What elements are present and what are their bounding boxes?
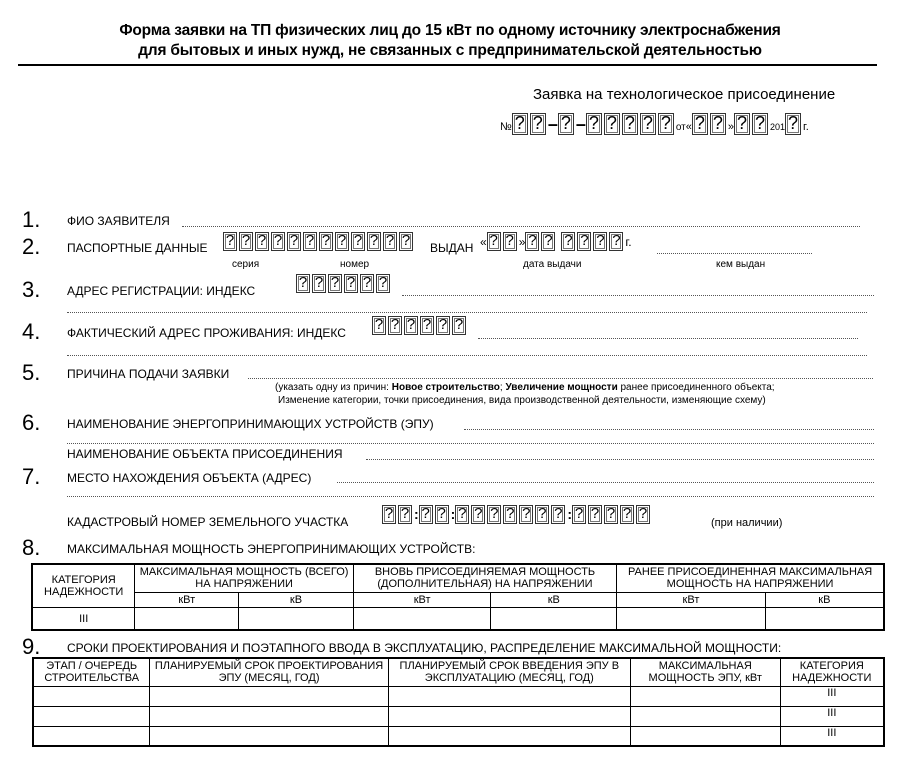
- reason-option-new-construction: Новое строительство: [391, 382, 500, 393]
- char-box[interactable]: ?: [752, 113, 768, 135]
- title-divider: [18, 64, 877, 66]
- char-box[interactable]: ?: [303, 232, 317, 251]
- char-box[interactable]: ?: [420, 316, 434, 335]
- quote-close: »: [727, 121, 735, 133]
- separator: :: [567, 506, 573, 522]
- power-cell[interactable]: [630, 686, 780, 706]
- commission-term-cell[interactable]: [388, 726, 630, 746]
- header-category: КАТЕГОРИЯ НАДЕЖНОСТИ: [32, 564, 135, 608]
- commission-term-cell[interactable]: [388, 706, 630, 726]
- fact-address-input-line-2[interactable]: [67, 355, 867, 356]
- header-category: КАТЕГОРИЯ НАДЕЖНОСТИ: [780, 658, 884, 686]
- fact-address-label: ФАКТИЧЕСКИЙ АДРЕС ПРОЖИВАНИЯ: ИНДЕКС: [67, 326, 346, 340]
- new-kv-cell[interactable]: [491, 608, 617, 630]
- reg-address-input-line-2[interactable]: [67, 312, 867, 313]
- char-box[interactable]: ?: [382, 505, 396, 524]
- char-box[interactable]: ?: [436, 316, 450, 335]
- schedule-label: СРОКИ ПРОЕКТИРОВАНИЯ И ПОЭТАПНОГО ВВОДА В ЭКСПЛУАТАЦИЮ, РАСПРЕДЕЛЕНИЕ МАКСИМАЛЬНОЙ МОЩНОСТИ:: [67, 641, 782, 655]
- category-cell: III: [780, 706, 884, 726]
- char-box[interactable]: ?: [388, 316, 402, 335]
- char-box[interactable]: ?: [471, 505, 485, 524]
- unit-kv: кВ: [239, 592, 354, 607]
- number-sign: №: [500, 121, 512, 133]
- reg-address-label: АДРЕС РЕГИСТРАЦИИ: ИНДЕКС: [67, 284, 256, 298]
- char-box[interactable]: ?: [710, 113, 726, 135]
- quote-open: «: [480, 235, 487, 249]
- char-box[interactable]: ?: [620, 505, 634, 524]
- char-box[interactable]: ?: [344, 274, 358, 293]
- item-number-5: 5.: [22, 360, 41, 385]
- char-box[interactable]: ?: [551, 505, 565, 524]
- schedule-table: [32, 657, 885, 747]
- design-term-cell[interactable]: [150, 706, 388, 726]
- prev-kv-cell[interactable]: [765, 608, 884, 630]
- object-location-label: МЕСТО НАХОЖДЕНИЯ ОБЪЕКТА (АДРЕС): [67, 471, 312, 485]
- unit-kv: кВ: [765, 592, 884, 607]
- from-label: от: [675, 122, 686, 133]
- passport-issue-date-field[interactable]: [480, 232, 632, 251]
- char-box[interactable]: ?: [692, 113, 708, 135]
- category-cell: III: [780, 726, 884, 746]
- design-term-cell[interactable]: [150, 726, 388, 746]
- commission-term-cell[interactable]: [388, 686, 630, 706]
- table-row: [32, 608, 884, 630]
- stage-cell[interactable]: [33, 706, 150, 726]
- caption-series: серия: [232, 259, 260, 270]
- char-box[interactable]: ?: [335, 232, 349, 251]
- issued-label: ВЫДАН: [430, 241, 474, 255]
- caption-number: номер: [340, 259, 370, 270]
- fio-input-line[interactable]: [182, 226, 860, 227]
- passport-label: ПАСПОРТНЫЕ ДАННЫЕ: [67, 241, 208, 255]
- table-row: [33, 726, 884, 746]
- char-box[interactable]: ?: [512, 113, 528, 135]
- char-box[interactable]: ?: [287, 232, 301, 251]
- item-number-9: 9.: [22, 634, 41, 659]
- object-name-label: НАИМЕНОВАНИЕ ОБЪЕКТА ПРИСОЕДИНЕНИЯ: [67, 447, 343, 461]
- char-box[interactable]: ?: [558, 113, 574, 135]
- max-kw-cell[interactable]: [135, 608, 239, 630]
- item-number-3: 3.: [22, 277, 41, 302]
- char-box[interactable]: ?: [360, 274, 374, 293]
- char-box[interactable]: ?: [372, 316, 386, 335]
- reg-address-input-line[interactable]: [402, 295, 874, 296]
- year-suffix: г.: [625, 235, 632, 249]
- char-box[interactable]: ?: [271, 232, 285, 251]
- epu-name-label: НАИМЕНОВАНИЕ ЭНЕРГОПРИНИМАЮЩИХ УСТРОЙСТВ (ЭПУ): [67, 417, 434, 431]
- char-box[interactable]: ?: [404, 316, 418, 335]
- char-box[interactable]: ?: [351, 232, 365, 251]
- reason-input-line[interactable]: [248, 378, 873, 379]
- epu-name-input-line[interactable]: [464, 429, 874, 430]
- issued-by-input-line[interactable]: [657, 253, 812, 254]
- power-cell[interactable]: [630, 726, 780, 746]
- separator: –: [547, 114, 558, 134]
- item-number-8: 8.: [22, 535, 41, 560]
- unit-kw: кВт: [135, 592, 239, 607]
- fio-label: ФИО ЗАЯВИТЕЛЯ: [67, 214, 170, 228]
- epu-name-input-line-2[interactable]: [67, 443, 874, 444]
- char-box[interactable]: ?: [640, 113, 656, 135]
- char-box[interactable]: ?: [296, 274, 310, 293]
- char-box[interactable]: ?: [223, 232, 237, 251]
- unit-kv: кВ: [491, 592, 617, 607]
- max-kv-cell[interactable]: [239, 608, 354, 630]
- char-box[interactable]: ?: [255, 232, 269, 251]
- stage-cell[interactable]: [33, 726, 150, 746]
- char-box[interactable]: ?: [593, 232, 607, 251]
- char-box[interactable]: ?: [609, 232, 623, 251]
- char-box[interactable]: ?: [561, 232, 575, 251]
- item-number-6: 6.: [22, 410, 41, 435]
- char-box[interactable]: ?: [312, 274, 326, 293]
- object-name-input-line[interactable]: [366, 459, 874, 460]
- category-cell: III: [780, 686, 884, 706]
- reg-index-field[interactable]: [296, 274, 392, 293]
- char-box[interactable]: ?: [535, 505, 549, 524]
- item-number-4: 4.: [22, 319, 41, 344]
- reason-note-line-1: (указать одну из причин: Новое строительство; Увеличение мощности ранее присоединенного объекта;: [275, 382, 775, 393]
- passport-series-number-field[interactable]: [223, 232, 415, 251]
- object-location-input-line[interactable]: [337, 482, 874, 483]
- quote-close: »: [518, 235, 526, 249]
- caption-issued-by: кем выдан: [716, 259, 766, 270]
- unit-kw: кВт: [353, 592, 491, 607]
- fact-index-field[interactable]: [372, 316, 468, 335]
- char-box[interactable]: ?: [530, 113, 546, 135]
- header-max-power: МАКСИМАЛЬНАЯ МОЩНОСТЬ (ВСЕГО) НА НАПРЯЖЕНИИ: [135, 564, 353, 592]
- char-box[interactable]: ?: [519, 505, 533, 524]
- char-box[interactable]: ?: [785, 113, 801, 135]
- char-box[interactable]: ?: [487, 232, 501, 251]
- separator: –: [575, 114, 586, 134]
- char-box[interactable]: ?: [383, 232, 397, 251]
- header-max-power: МАКСИМАЛЬНАЯ МОЩНОСТЬ ЭПУ, кВт: [630, 658, 780, 686]
- char-box[interactable]: ?: [419, 505, 433, 524]
- year-suffix: г.: [803, 121, 809, 133]
- max-power-label: МАКСИМАЛЬНАЯ МОЩНОСТЬ ЭНЕРГОПРИНИМАЮЩИХ УСТРОЙСТВ:: [67, 542, 476, 556]
- char-box[interactable]: ?: [399, 232, 413, 251]
- object-location-input-line-2[interactable]: [67, 496, 874, 497]
- max-power-table: [31, 563, 885, 631]
- cadastral-label: КАДАСТРОВЫЙ НОМЕР ЗЕМЕЛЬНОГО УЧАСТКА: [67, 515, 349, 529]
- reason-label: ПРИЧИНА ПОДАЧИ ЗАЯВКИ: [67, 367, 230, 381]
- char-box[interactable]: ?: [367, 232, 381, 251]
- char-box[interactable]: ?: [435, 505, 449, 524]
- separator: :: [450, 506, 456, 522]
- char-box[interactable]: ?: [658, 113, 674, 135]
- header-new-power: ВНОВЬ ПРИСОЕДИНЯЕМАЯ МОЩНОСТЬ (ДОПОЛНИТЕЛЬНАЯ) НА НАПРЯЖЕНИИ: [353, 564, 616, 592]
- char-box[interactable]: ?: [239, 232, 253, 251]
- header-previous-power: РАНЕЕ ПРИСОЕДИНЕННАЯ МАКСИМАЛЬНАЯ МОЩНОСТЬ НА НАПРЯЖЕНИИ: [617, 564, 884, 592]
- separator: :: [414, 506, 419, 522]
- prev-kw-cell[interactable]: [617, 608, 766, 630]
- char-box[interactable]: ?: [588, 505, 602, 524]
- char-box[interactable]: ?: [455, 505, 469, 524]
- quote-open: «: [685, 121, 692, 133]
- form-title-line-1: Форма заявки на ТП физических лиц до 15 кВт по одному источнику электроснабжения: [119, 22, 781, 39]
- caption-issue-date: дата выдачи: [523, 259, 582, 270]
- if-any-note: (при наличии): [711, 517, 783, 529]
- year-prefix: 201: [770, 122, 786, 132]
- new-kw-cell[interactable]: [353, 608, 491, 630]
- char-box[interactable]: ?: [319, 232, 333, 251]
- char-box[interactable]: ?: [622, 113, 638, 135]
- char-box[interactable]: ?: [604, 113, 620, 135]
- char-box[interactable]: ?: [636, 505, 650, 524]
- char-box[interactable]: ?: [572, 505, 586, 524]
- item-number-2: 2.: [22, 234, 41, 259]
- design-term-cell[interactable]: [150, 686, 388, 706]
- unit-kw: кВт: [617, 592, 766, 607]
- char-box[interactable]: ?: [604, 505, 618, 524]
- char-box[interactable]: ?: [586, 113, 602, 135]
- header-design-term: ПЛАНИРУЕМЫЙ СРОК ПРОЕКТИРОВАНИЯ ЭПУ (МЕСЯЦ, ГОД): [150, 658, 388, 686]
- char-box[interactable]: ?: [734, 113, 750, 135]
- table-row: [33, 686, 884, 706]
- reason-option-power-increase: Увеличение мощности: [505, 382, 618, 393]
- char-box[interactable]: ?: [525, 232, 539, 251]
- char-box[interactable]: ?: [503, 232, 517, 251]
- char-box[interactable]: ?: [541, 232, 555, 251]
- category-cell: III: [32, 608, 135, 630]
- request-number-field[interactable]: [500, 113, 809, 135]
- fact-address-input-line[interactable]: [478, 338, 858, 339]
- item-number-1: 1.: [22, 207, 41, 232]
- power-cell[interactable]: [630, 706, 780, 726]
- item-number-7: 7.: [22, 464, 41, 489]
- char-box[interactable]: ?: [577, 232, 591, 251]
- form-title-line-2: для бытовых и иных нужд, не связанных с предпринимательской деятельностью: [138, 42, 762, 59]
- table-row: [33, 706, 884, 726]
- char-box[interactable]: ?: [376, 274, 390, 293]
- char-box[interactable]: ?: [452, 316, 466, 335]
- reason-note-line-2: Изменение категории, точки присоединения, вида производственной деятельности, изменяющие схему): [278, 395, 766, 406]
- char-box[interactable]: ?: [487, 505, 501, 524]
- stage-cell[interactable]: [33, 686, 150, 706]
- header-commission-term: ПЛАНИРУЕМЫЙ СРОК ВВЕДЕНИЯ ЭПУ В ЭКСПЛУАТАЦИЮ (МЕСЯЦ, ГОД): [388, 658, 630, 686]
- header-stage: ЭТАП / ОЧЕРЕДЬ СТРОИТЕЛЬСТВА: [33, 658, 150, 686]
- cadastral-number-field[interactable]: [382, 505, 652, 524]
- char-box[interactable]: ?: [398, 505, 412, 524]
- char-box[interactable]: ?: [503, 505, 517, 524]
- request-caption: Заявка на технологическое присоединение: [533, 86, 836, 103]
- char-box[interactable]: ?: [328, 274, 342, 293]
